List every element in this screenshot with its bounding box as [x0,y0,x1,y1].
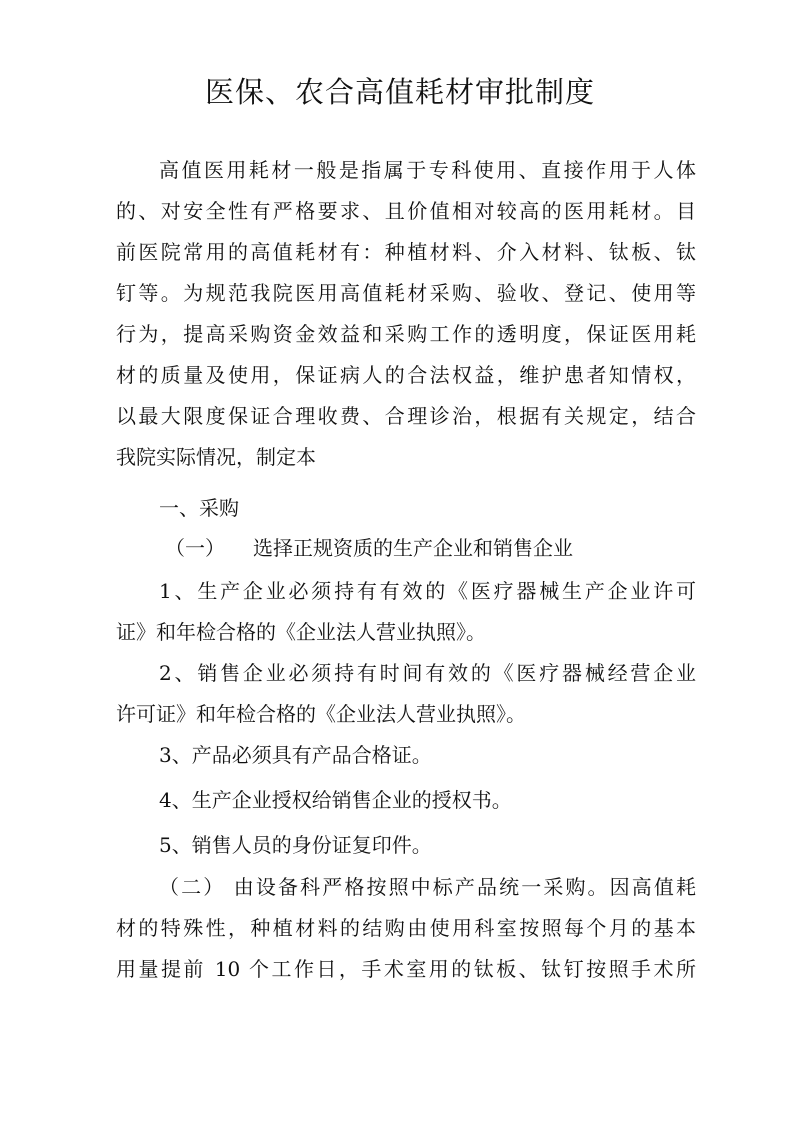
list-item: 4、生产企业授权给销售企业的授权书。 [159,788,512,812]
paragraph-line: 材的质量及使用，保证病人的合法权益，维护患者知情权， [116,363,696,387]
subsection-heading [165,533,745,563]
paragraph-line: 前医院常用的高值耗材有：种植材料、介入材料、钛板、钛 [116,240,696,264]
document-title: 医保、农合高值耗材审批制度 [204,75,595,109]
paragraph-line: 的、对安全性有严格要求、且价值相对较高的医用耗材。目 [116,199,696,223]
paragraph-line: 用量提前 10 个工作日，手术室用的钛板、钛钉按照手术所 [116,957,696,981]
paragraph-line: 以最大限度保证合理收费、合理诊治，根据有关规定，结合 [116,404,696,428]
list-item-continuation: 许可证》和年检合格的《企业法人营业执照》。 [116,702,526,726]
subsection-text: 选择正规资质的生产企业和销售企业 [253,536,573,560]
paragraph-line: 高值医用耗材一般是指属于专科使用、直接作用于人体 [159,158,696,182]
paragraph-line: 我院实际情况，制定本 [116,445,316,469]
list-item: 3、产品必须具有产品合格证。 [159,743,432,767]
paragraph-line: 行为，提高采购资金效益和采购工作的透明度，保证医用耗 [116,322,696,346]
subsection-number: （一） [165,536,225,560]
paragraph-line: 钉等。为规范我院医用高值耗材采购、验收、登记、使用等 [116,281,696,305]
paragraph-line: （二） 由设备科严格按照中标产品统一采购。因高值耗 [159,875,696,899]
section-heading: 一、采购 [159,496,239,520]
list-item: 2、销售企业必须持有时间有效的《医疗器械经营企业 [159,661,696,685]
list-item: 5、销售人员的身份证复印件。 [159,833,432,857]
list-item: 1、生产企业必须持有有效的《医疗器械生产企业许可 [159,579,696,603]
list-item-continuation: 证》和年检合格的《企业法人营业执照》。 [116,620,486,644]
paragraph-line: 材的特殊性，种植材料的结购由使用科室按照每个月的基本 [116,916,696,940]
